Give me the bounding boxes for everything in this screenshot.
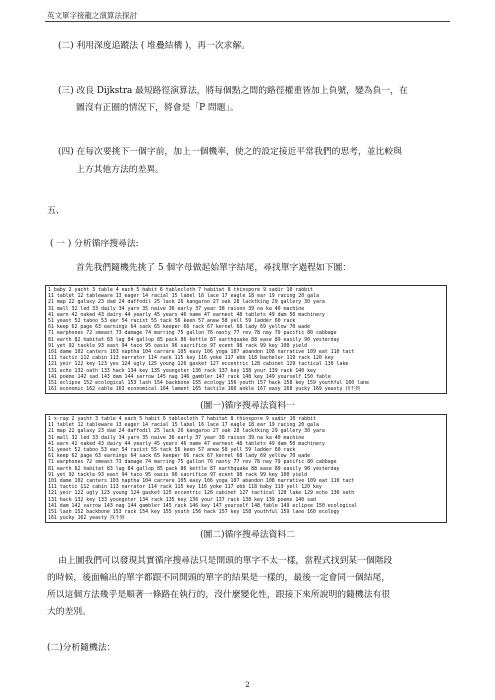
subsection-random-heading: (二)分析隨機法： — [47, 643, 116, 653]
output-line: 151 lash 152 backbone 153 rack 154 key 155 youth 156 hack 157 key 158 youthful 159 lane 160 ecology — [48, 509, 340, 516]
output-line: 31 mall 32 led 33 daily 34 yarn 35 naive 36 early 37 year 38 raison 39 na ka 40 machine — [48, 434, 305, 441]
output-line: 11 tablet 12 tableware 13 eager 14 racial 15 label 16 lace 17 eagle 18 ear 19 racing 20 gala — [48, 293, 319, 300]
output-line: 161 economic 162 cable 163 economical 164 lament 165 tactile 166 ankle 167 easy 168 yucky 169 yeasty 找不到 — [48, 386, 361, 393]
output-line: 101 dame 102 canters 103 naptha 104 carrare 105 easy 106 yoga 107 abandon 108 narrative 109 eat 110 tact — [48, 478, 355, 485]
analysis-line-3: 所以這個方法幾乎是順著一條路在執行的，沒什麼變化性，跟接下來所說明的隨機法有很 — [47, 590, 391, 600]
running-header: 英文單字接龍之演算法探討 — [47, 11, 137, 20]
item-two: (二) 利用深度追蹤法 ( 堆疊結構 )，再一次求解。 — [58, 41, 251, 51]
page-number: 2 — [245, 680, 250, 689]
item-four-line2: 上方其他方法的差異。 — [76, 165, 164, 175]
header-rule — [45, 21, 450, 22]
section-five-heading: 五、 — [47, 206, 65, 216]
output-line: 121 yeir 122 key 123 yes 124 ugly 125 young 126 gasket 127 eccentric 128 cabinet 129 tactical 130 lake — [48, 361, 349, 368]
output-line: 1 x-ray 2 yacht 3 table 4 each 5 habit 6 tablecloth 7 habitat 8 thinspore 9 sadir 10 rabbit — [48, 416, 316, 422]
output-line: 11 tablet 12 tableware 13 eager 14 racial 15 label 16 lace 17 eagle 18 ear 19 racing 20 gala — [48, 422, 319, 429]
output-line: 91 yet 92 tackle 93 east 94 taco 95 oasis 96 sacrifice 97 ecent 98 rack 99 key 100 yield — [48, 471, 308, 478]
output-line: 21 map 22 galaxy 23 dad 24 daffodil 25 lack 26 kangaroo 27 oak 28 lacktking 29 gallery 30 yara — [48, 428, 325, 435]
output-line: 91 yet 92 tackle 93 east 94 taco 95 oasis 96 sacrifice 97 ecent 98 rack 99 key 100 yield — [48, 342, 308, 349]
output-line: 21 map 22 galaxy 23 dad 24 daffodil 25 lack 26 kangaroo 27 oak 28 lacktking 29 gallery 30 yara — [48, 299, 325, 306]
output-line: 121 yeir 122 ugly 123 young 124 gasket 125 eccentric 126 cabinet 127 tactical 128 lake 129 echo 130 oath — [48, 490, 355, 497]
output-line: 71 earphones 72 smeast 73 damage 74 marring 75 gallon 76 nasty 77 rev 78 nay 79 pacific 80 cabbage — [48, 330, 337, 337]
output-line: 161 yucky 162 yeasty 找不到 — [48, 515, 125, 522]
figure-caption-1: (圖一)循序搜尋法資料一 — [200, 401, 295, 411]
output-line: 101 dame 102 canters 103 naptha 104 carrare 105 easy 106 yoga 107 abandon 108 narrative 109 eat 110 tact — [48, 349, 355, 356]
output-line: 151 eclipse 152 ecological 153 lash 154 backbone 155 ecology 156 youth 157 hack 158 key 159 youthful 160 lane — [48, 380, 369, 387]
output-line: 71 earphones 72 smeast 73 damage 74 marring 75 gallon 76 nasty 77 rev 78 nay 79 pacific 80 cabbage — [48, 459, 337, 466]
output-line: 111 tactic 112 cabin 113 narrator 114 rack 115 key 116 yoke 117 ebb 118 baby 119 yell 120 key — [48, 484, 322, 491]
intro-sentence: 首先我們隨機先挑了 5 個字母做起始單字結尾，尋找單字過程如下圖： — [76, 263, 352, 273]
analysis-line-2: 的時候，後面輸出的單字都跟不同開頭的單字的結果是一樣的，最後一定會同一個結尾， — [47, 573, 391, 583]
analysis-line-4: 大的差別。 — [47, 607, 91, 617]
output-line: 1 baby 2 yacht 3 table 4 each 5 habit 6 tablecloth 7 habitat 8 thinspore 9 sadir 10 rabbit — [48, 287, 313, 293]
item-three-line1: (三) 改良 Dijkstra 最短路徑演算法，將每個點之間的路徑權重皆加上負號，變為負一，在 — [58, 86, 408, 96]
output-line: 141 dam 142 sarrow 143 nag 144 gambler 145 rack 146 key 147 yourself 148 fable 149 eclipse 150 ecological — [48, 502, 358, 509]
output-line: 41 earn 42 naked 43 dairy 44 yearly 45 years 46 name 47 earnest 48 tablets 49 dam 50 machinery — [48, 440, 325, 447]
output-line: 131 echo 132 oath 133 hack 134 key 135 youngster 136 rack 137 key 138 your 139 rack 140 key — [48, 367, 316, 374]
sequential-search-output-2 — [45, 414, 447, 523]
sequential-search-output-1 — [45, 285, 447, 394]
subsection-sequential-heading: ( 一 ) 分析循序搜尋法: — [50, 239, 139, 249]
output-line: 31 mall 32 led 33 daily 34 yarn 35 naive 36 early 37 year 38 raison 39 na ka 40 machine — [48, 305, 305, 312]
output-line: 61 keep 62 page 63 earnings 64 sack 65 keeper 66 rack 67 kernel 68 lady 69 yellow 70 wade — [48, 324, 311, 331]
output-line: 81 earth 82 habitat 83 lag 84 gallop 85 pack 86 kettle 87 earthquake 88 ease 89 easily 90 yesterday — [48, 336, 340, 343]
output-line: 51 yeast 52 taboo 53 ear 54 racist 55 tack 56 keen 57 anew 58 yell 59 ladder 60 rack — [48, 318, 296, 325]
output-line: 41 earn 42 naked 43 dairy 44 yearly 45 years 46 name 47 earnest 48 tablets 49 dam 50 machinery — [48, 311, 325, 318]
output-line: 141 poems 142 sad 143 dam 144 sarrow 145 nag 146 gambler 147 rack 148 key 149 yourself 150 fable — [48, 373, 331, 380]
item-three-line2: 圖沒有正圈的情況下，將會是「P 問題」。 — [76, 103, 239, 113]
output-line: 51 yeast 52 taboo 53 ear 54 racist 55 tack 56 keen 57 anew 58 yell 59 ladder 60 rack — [48, 447, 296, 454]
item-four-line1: (四) 在每次要挑下一個字前，加上一個機率，使之的設定接近平常我們的思考，並比較與 — [58, 147, 402, 157]
figure-caption-2: (圖二)循序搜尋法資料二 — [200, 530, 295, 540]
output-line: 81 earth 82 habitat 83 lag 84 gallop 85 pack 86 kettle 87 earthquake 88 ease 89 easily 90 yesterday — [48, 465, 340, 472]
output-line: 111 tactic 112 cabin 113 narrator 114 rack 115 key 116 yoke 117 ebb 118 bachelor 119 rack 120 key — [48, 355, 334, 362]
analysis-line-1: 由上圖我們可以發現其實循序搜尋法只是開頭的單字不太一樣，當程式找到某一個階段 — [58, 556, 393, 566]
output-line: 131 hack 132 key 133 youngster 134 rack 135 key 136 your 137 rack 138 key 139 poems 140 sad — [48, 496, 316, 503]
output-line: 61 keep 62 page 63 earnings 64 sack 65 keeper 66 rack 67 kernel 68 lady 69 yellow 70 wade — [48, 453, 311, 460]
